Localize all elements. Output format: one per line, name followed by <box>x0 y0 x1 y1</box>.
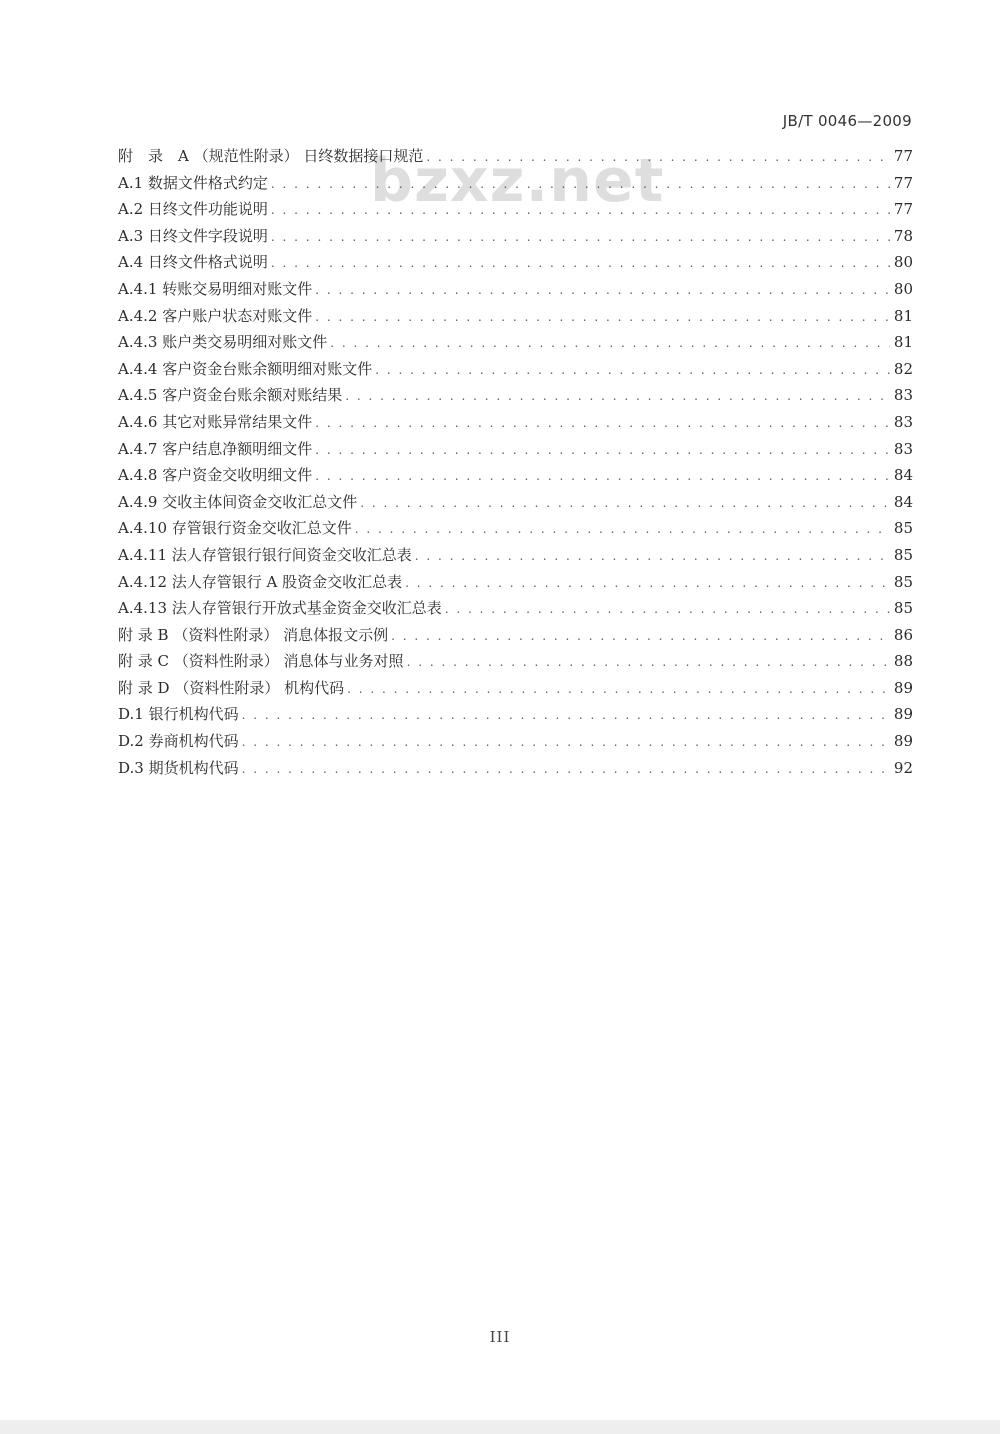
dot-leader <box>355 516 890 543</box>
toc-entry-label: A.4.3 账户类交易明细对账文件 <box>118 333 328 352</box>
toc-entry-page: 83 <box>893 439 913 458</box>
toc-entry-label: A.4.4 客户资金台账余额明细对账文件 <box>118 359 373 378</box>
toc-entry-page: 85 <box>893 519 913 538</box>
dot-leader <box>415 543 890 570</box>
dot-leader <box>271 197 890 224</box>
toc-entry-page: 89 <box>893 678 913 697</box>
dot-leader <box>315 410 890 437</box>
dot-leader <box>271 171 890 198</box>
toc-entry-label: A.3 日终文件字段说明 <box>118 226 268 245</box>
toc-entry[interactable] <box>118 489 913 516</box>
toc-entry-label: A.4.9 交收主体间资金交收汇总文件 <box>118 492 358 511</box>
toc-entry-label: A.4.1 转账交易明细对账文件 <box>118 279 313 298</box>
dot-leader <box>271 250 890 277</box>
toc-entry[interactable] <box>118 223 913 250</box>
toc-entry-label: A.4.8 客户资金交收明细文件 <box>118 466 313 485</box>
toc-entry[interactable] <box>118 542 913 569</box>
toc-entry-page: 85 <box>893 599 913 618</box>
toc-entry-label: 附 录 D （资料性附录） 机构代码 <box>118 678 345 697</box>
toc-entry-label: A.4 日终文件格式说明 <box>118 253 268 272</box>
toc-entry[interactable] <box>118 728 913 755</box>
dot-leader <box>391 623 890 650</box>
toc-entry-label: A.4.2 客户账户状态对账文件 <box>118 306 313 325</box>
toc-entry[interactable] <box>118 409 913 436</box>
toc-entry[interactable] <box>118 701 913 728</box>
toc-entry[interactable] <box>118 170 913 197</box>
document-code: JB/T 0046—2009 <box>782 112 912 130</box>
watermark: bzxz.net <box>370 146 665 216</box>
dot-leader <box>315 304 890 331</box>
toc-entry-label: A.4.10 存管银行资金交收汇总文件 <box>118 519 352 538</box>
dot-leader <box>347 676 890 703</box>
toc-entry-page: 89 <box>893 732 913 751</box>
toc-entry[interactable] <box>118 303 913 330</box>
dot-leader <box>445 596 890 623</box>
toc-entry-page: 85 <box>893 572 913 591</box>
toc-entry[interactable] <box>118 675 913 702</box>
toc-entry-page: 80 <box>893 279 913 298</box>
dot-leader <box>426 144 890 171</box>
toc-entry-label: D.2 券商机构代码 <box>118 732 239 751</box>
toc-entry-page: 83 <box>893 412 913 431</box>
toc-entry[interactable] <box>118 356 913 383</box>
toc-entry-label: A.4.13 法人存管银行开放式基金资金交收汇总表 <box>118 599 442 618</box>
toc-entry-label: A.4.11 法人存管银行银行间资金交收汇总表 <box>118 545 412 564</box>
toc-entry[interactable] <box>118 276 913 303</box>
dot-leader <box>315 277 890 304</box>
dot-leader <box>242 729 890 756</box>
table-of-contents <box>118 143 913 781</box>
toc-entry-page: 84 <box>893 492 913 511</box>
dot-leader <box>242 702 890 729</box>
toc-entry-label: A.2 日终文件功能说明 <box>118 200 268 219</box>
toc-entry[interactable] <box>118 436 913 463</box>
toc-entry-label: D.1 银行机构代码 <box>118 705 239 724</box>
toc-entry-page: 77 <box>893 200 913 219</box>
toc-entry[interactable] <box>118 595 913 622</box>
toc-entry-page: 78 <box>893 226 913 245</box>
toc-entry-page: 81 <box>893 333 913 352</box>
toc-entry-label: A.1 数据文件格式约定 <box>118 173 268 192</box>
toc-entry-label: 附 录 C （资料性附录） 消息体与业务对照 <box>118 652 404 671</box>
toc-entry-label: A.4.6 其它对账异常结果文件 <box>118 412 313 431</box>
dot-leader <box>405 570 890 597</box>
toc-entry[interactable] <box>118 196 913 223</box>
toc-entry-page: 88 <box>893 652 913 671</box>
toc-entry-page: 81 <box>893 306 913 325</box>
dot-leader <box>360 490 890 517</box>
toc-entry[interactable] <box>118 329 913 356</box>
toc-entry[interactable] <box>118 648 913 675</box>
toc-entry-page: 82 <box>893 359 913 378</box>
toc-entry-label: A.4.5 客户资金台账余额对账结果 <box>118 386 343 405</box>
toc-entry-page: 86 <box>893 625 913 644</box>
dot-leader <box>345 383 890 410</box>
toc-entry[interactable] <box>118 249 913 276</box>
toc-entry[interactable] <box>118 755 913 782</box>
toc-entry-label: 附 录 A （规范性附录） 日终数据接口规范 <box>118 147 424 165</box>
toc-entry[interactable] <box>118 569 913 596</box>
toc-entry-page: 80 <box>893 253 913 272</box>
dot-leader <box>315 437 890 464</box>
toc-entry-label: 附 录 B （资料性附录） 消息体报文示例 <box>118 625 389 644</box>
dot-leader <box>271 224 890 251</box>
dot-leader <box>407 649 890 676</box>
dot-leader <box>315 463 890 490</box>
toc-entry-label: A.4.7 客户结息净额明细文件 <box>118 439 313 458</box>
toc-entry-label: A.4.12 法人存管银行 A 股资金交收汇总表 <box>118 572 403 591</box>
toc-entry[interactable] <box>118 515 913 542</box>
toc-entry[interactable] <box>118 143 913 170</box>
toc-entry-page: 84 <box>893 466 913 485</box>
toc-entry-page: 77 <box>893 147 913 165</box>
toc-entry-page: 77 <box>893 173 913 192</box>
toc-entry-label: D.3 期货机构代码 <box>118 758 239 777</box>
dot-leader <box>242 756 890 783</box>
dot-leader <box>375 357 890 384</box>
toc-entry-page: 92 <box>893 758 913 777</box>
toc-entry-page: 89 <box>893 705 913 724</box>
page-number: III <box>489 1328 511 1346</box>
toc-entry[interactable] <box>118 382 913 409</box>
toc-entry[interactable] <box>118 462 913 489</box>
toc-entry-page: 85 <box>893 545 913 564</box>
viewer-bottom-bar <box>0 1420 1000 1434</box>
toc-entry[interactable] <box>118 622 913 649</box>
toc-entry-page: 83 <box>893 386 913 405</box>
dot-leader <box>330 330 890 357</box>
